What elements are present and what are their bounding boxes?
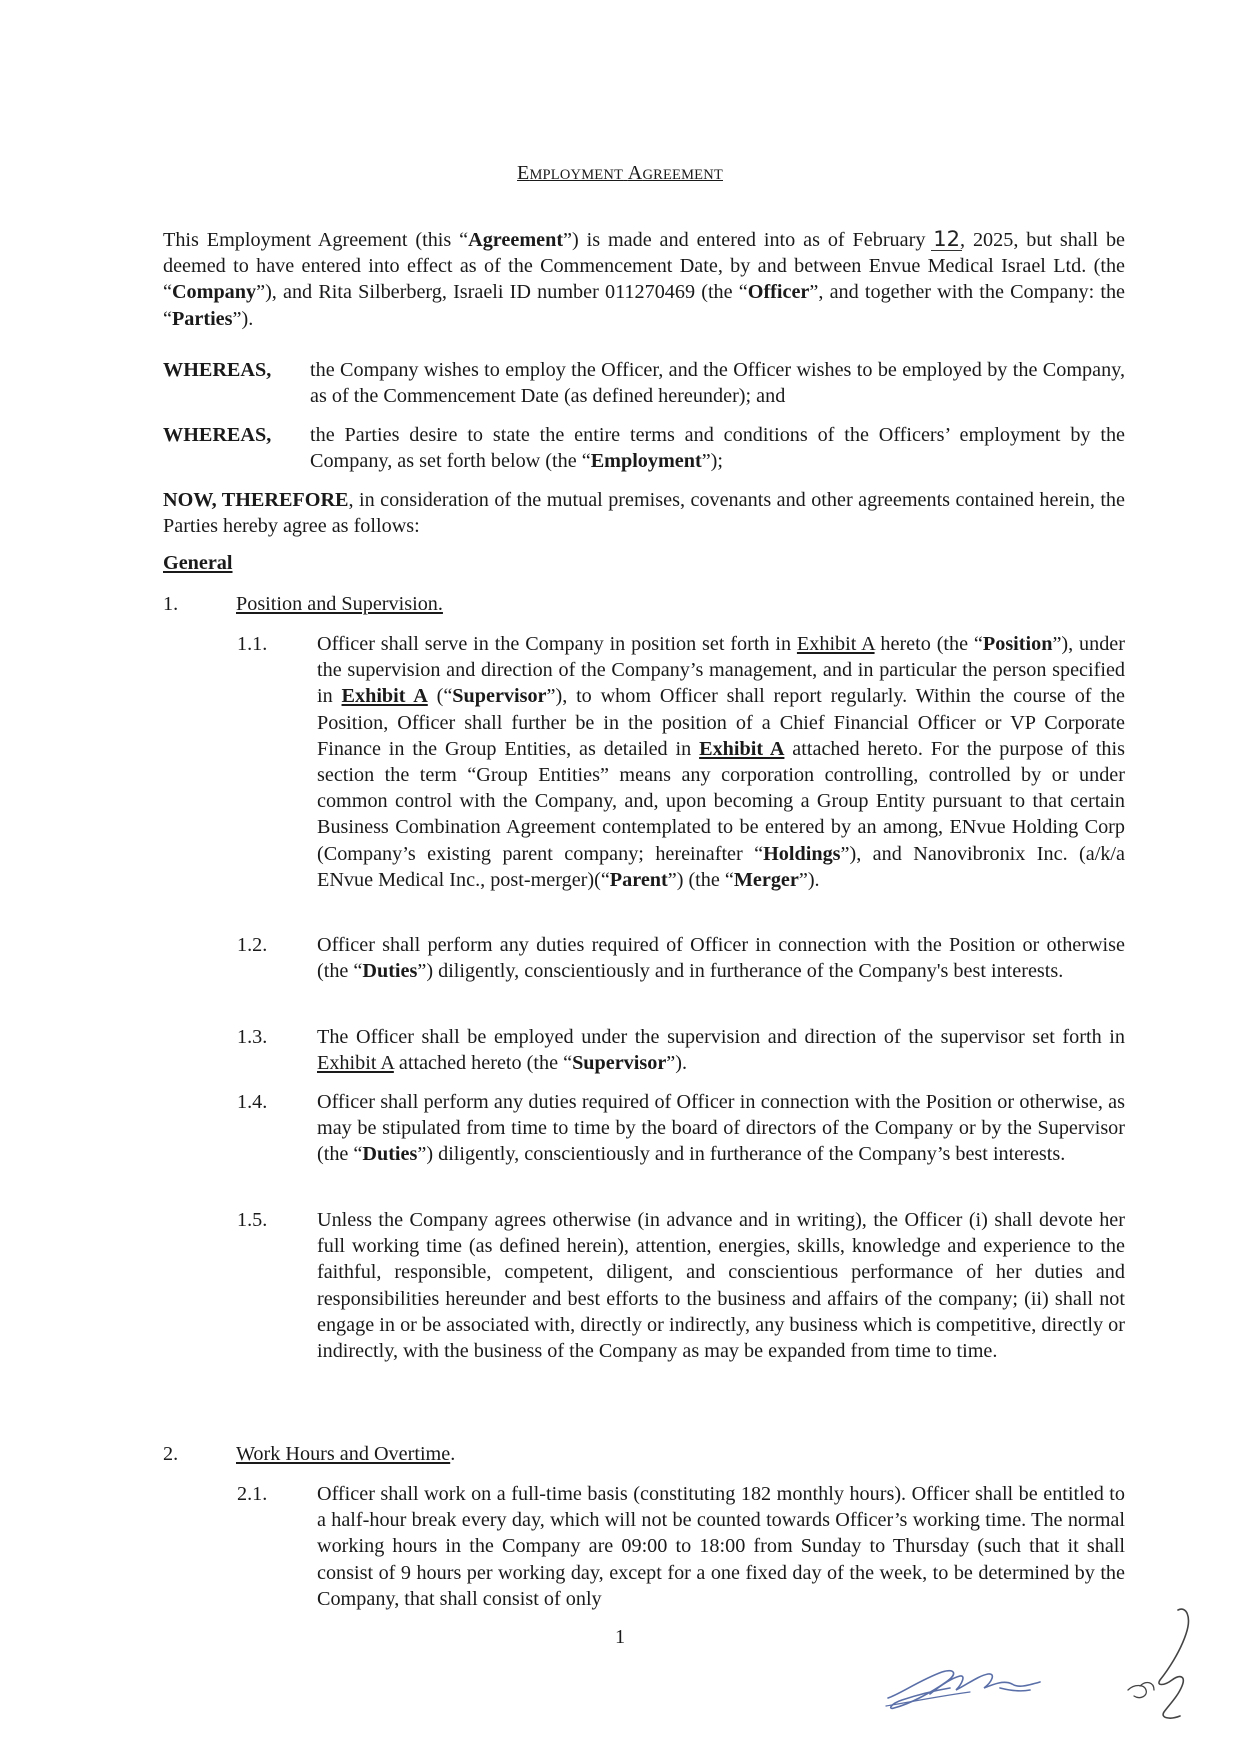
section-1-1-text: Officer shall serve in the Company in position set forth in Exhibit A hereto (the “Position”), under the supervision and direction of the Company’s management, and in particular the person specified in Exhibit A (“Supervisor”), to whom Officer shall report regularly. Within the course of the Position, Officer shall further be in the position of a Chief Financial Officer or VP Corporate Finance in the Group Entities, as detailed in Exhibit A attached hereto. For the purpose of this section the term “Group Entities” means any corporation controlling, controlled by or under common control with the Company, and, upon becoming a Group Entity pursuant to that certain Business Combination Agreement contemplated to be entered by an among, ENvue Holding Corp (Company’s existing parent company; hereinafter “Holdings”), and Nanovibronix Inc. (a/k/a ENvue Medical Inc., post-merger)(“Parent”) (the “Merger”). — [317, 633, 1126, 891]
title-initial-1: E — [517, 162, 530, 184]
section-1-3-number: 1.3. — [237, 1026, 268, 1048]
general-heading: General — [163, 552, 233, 574]
whereas-label-1: WHEREAS, — [163, 359, 272, 381]
title-word-1: MPLOYMENT — [529, 167, 624, 183]
section-2-title: Work Hours and Overtime. — [236, 1443, 456, 1465]
exhibit-a-link: Exhibit A — [699, 737, 785, 760]
whereas-label-2: WHEREAS, — [163, 424, 272, 446]
signature-company — [1120, 1600, 1220, 1730]
exhibit-a-link: Exhibit A — [341, 685, 428, 708]
section-1-4-text: Officer shall perform any duties required of Officer in connection with the Position or otherwise, as may be stipulated from time to time by the board of directors of the Company or by the Supervisor (the “Duties”) diligently, conscientiously and in furtherance of the Company’s best interests. — [317, 1091, 1125, 1166]
section-1-2-number: 1.2. — [237, 934, 268, 956]
section-2-1-text: Officer shall work on a full-time basis (constituting 182 monthly hours). Officer shall be entitled to a half-hour break every day, which will not be counted towards Officer’s working time. The normal working hours in the Company are 09:00 to 18:00 from Sunday to Thursday (such that it shall consist of 9 hours per working day, except for a one fixed day of the week, to be determined by the Company, that shall consist of only — [317, 1483, 1125, 1610]
section-1-2-text: Officer shall perform any duties required of Officer in connection with the Position or otherwise (the “Duties”) diligently, conscientiously and in furtherance of the Company's best interests. — [317, 934, 1125, 983]
date-blank — [933, 226, 960, 253]
section-1-3-text: The Officer shall be employed under the supervision and direction of the supervisor set forth in Exhibit A attached hereto (the “Supervisor”). — [317, 1026, 1125, 1075]
section-1-number: 1. — [163, 593, 179, 615]
exhibit-a-link: Exhibit A — [796, 633, 875, 655]
document-title — [0, 162, 1240, 185]
section-1-1-number: 1.1. — [237, 633, 268, 655]
intro-paragraph: This Employment Agreement (this “Agreement”) is made and entered into as of February 12, 2025, but shall be deemed to have entered into effect as of the Commencement Date, by and between Envue Medical Israel Ltd. (the “Company”), and Rita Silberberg, Israeli ID number 011270469 (the “Officer”, and together with the Company: the “Parties”). — [163, 227, 1126, 330]
section-1-title: Position and Supervision. — [236, 593, 443, 615]
section-1-5-number: 1.5. — [237, 1209, 268, 1231]
page-number: 1 — [614, 1626, 626, 1648]
whereas-clause-2: the Parties desire to state the entire terms and conditions of the Officers’ employment by the Company, as set forth below (the “Employment”); — [310, 424, 1125, 473]
exhibit-a-link: Exhibit A — [317, 1052, 394, 1075]
section-1-5-text: Unless the Company agrees otherwise (in advance and in writing), the Officer (i) shall devote her full working time (as defined herein), attention, energies, skills, knowledge and experience to the faithful, responsible, competent, diligent, and conscientious performance of her duties and responsibilities hereunder and best efforts to the business and affairs of the company; (ii) shall not engage in or be associated with, directly or indirectly, any business which is competitive, directly or indirectly, with the business of the Company as may be expanded from time to time. — [317, 1209, 1125, 1363]
now-therefore-paragraph: NOW, THEREFORE, in consideration of the mutual premises, covenants and other agreements contained herein, the Parties hereby agree as follows: — [163, 489, 1125, 538]
title-initial-2: A — [627, 162, 643, 184]
title-word-2: GREEMENT — [642, 167, 723, 183]
section-2-1-number: 2.1. — [237, 1483, 268, 1505]
handwritten-day: 12 — [933, 227, 961, 251]
section-2-number: 2. — [163, 1443, 179, 1465]
section-1-4-number: 1.4. — [237, 1091, 268, 1113]
whereas-clause-1: the Company wishes to employ the Officer, and the Officer wishes to be employed by the Company, as of the Commencement Date (as defined hereunder); and — [310, 359, 1125, 408]
signature-officer — [880, 1650, 1100, 1720]
